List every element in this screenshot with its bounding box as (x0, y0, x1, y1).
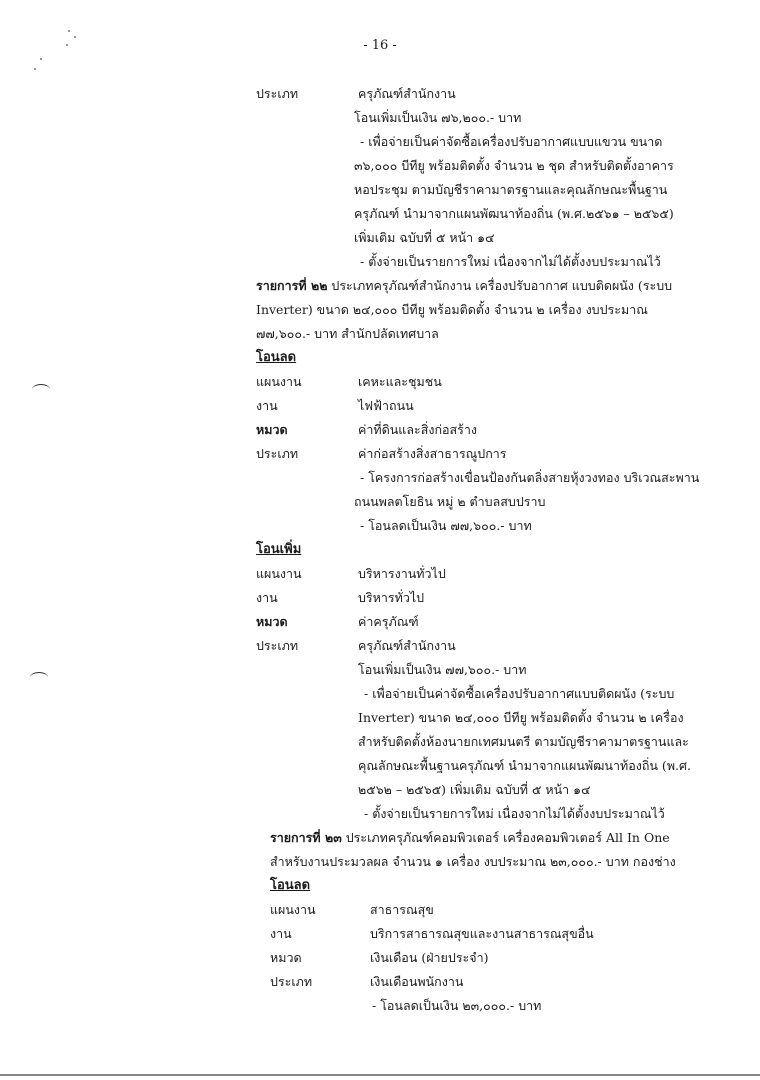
item22-line-1-text: ประเภทครุภัณฑ์สำนักงาน เครื่องปรับอากาศ แบบติดผนัง (ระบบ (327, 278, 673, 293)
row-label: ประเภท (256, 446, 299, 461)
scan-speck (34, 68, 36, 70)
row-label: หมวด (270, 950, 302, 965)
transfer-out-2-desc-1: - โอนลดเป็นเงิน ๒๓,๐๐๐.- บาท (372, 998, 542, 1013)
transfer-out-row (0, 442, 760, 466)
row-value: ค่าที่ดินและสิ่งก่อสร้าง (358, 422, 477, 437)
scan-bottom-edge (0, 1074, 760, 1076)
item22-line-2: Inverter) ขนาด ๒๔,๐๐๐ บีทียู พร้อมติดตั้ง จำนวน ๒ เครื่อง งบประมาณ (256, 302, 648, 317)
row-label: หมวด (256, 614, 288, 629)
row-value: เคหะและชุมชน (358, 374, 442, 389)
row-label: ประเภท (270, 974, 313, 989)
transfer-in-desc-6: - ตั้งจ่ายเป็นรายการใหม่ เนื่องจากไม่ได้ตั้งงบประมาณไว้ (364, 806, 665, 821)
row-value: เงินเดือนพนักงาน (370, 974, 464, 989)
row-value: ครุภัณฑ์สำนักงาน (358, 638, 456, 653)
row-value: เงินเดือน (ฝ่ายประจำ) (370, 950, 489, 965)
top-desc-4: ครุภัณฑ์ นำมาจากแผนพัฒนาท้องถิ่น (พ.ศ.๒๕๖๑ – ๒๕๖๕) (354, 206, 674, 221)
row-value: ไฟฟ้าถนน (358, 398, 414, 413)
row-value: สาธารณสุข (370, 902, 434, 917)
transfer-in-desc-1: - เพื่อจ่ายเป็นค่าจัดซื้อเครื่องปรับอากาศแบบติดผนัง (ระบบ (364, 686, 675, 701)
row-value: บริหารงานทั่วไป (358, 566, 446, 581)
row-label: งาน (270, 926, 292, 941)
row-label: งาน (256, 590, 278, 605)
transfer-in-desc-5: ๒๕๖๒ – ๒๕๖๕) เพิ่มเติม ฉบับที่ ๕ หน้า ๑๔ (358, 782, 591, 797)
row-label: ประเภท (256, 638, 299, 653)
transfer-in-row (0, 610, 760, 634)
transfer-out-2-row (0, 970, 760, 994)
row-label: แผนงาน (256, 374, 302, 389)
transfer-out-2-row (0, 898, 760, 922)
scan-speck (40, 58, 42, 60)
top-prakhet-row (0, 82, 760, 106)
row-label: ประเภท (256, 86, 299, 101)
item23-line-2: สำหรับงานประมวลผล จำนวน ๑ เครื่อง งบประมาณ ๒๓,๐๐๐.- บาท กองช่าง (270, 854, 676, 869)
row-label: แผนงาน (270, 902, 316, 917)
transfer-in-amount: โอนเพิ่มเป็นเงิน ๗๗,๖๐๐.- บาท (358, 662, 527, 677)
top-desc-1: - เพื่อจ่ายเป็นค่าจัดซื้อเครื่องปรับอากาศแบบแขวน ขนาด (360, 134, 663, 149)
transfer-out-2-heading: โอนลด (270, 878, 311, 893)
item23-line-1-text: ประเภทครุภัณฑ์คอมพิวเตอร์ เครื่องคอมพิวเตอร์ All In One (341, 830, 670, 845)
transfer-in-row (0, 634, 760, 658)
row-value: ค่าครุภัณฑ์ (358, 614, 419, 629)
row-value: ครุภัณฑ์สำนักงาน (358, 86, 456, 101)
transfer-in-heading: โอนเพิ่ม (256, 542, 302, 557)
transfer-out-row (0, 394, 760, 418)
item23-lead: รายการที่ ๒๓ (270, 830, 342, 845)
transfer-out-row (0, 370, 760, 394)
row-value: บริการสาธารณสุขและงานสาธารณสุขอื่น (370, 926, 594, 941)
row-label: หมวด (256, 422, 288, 437)
scan-speck (68, 30, 70, 32)
top-desc-3: หอประชุม ตามบัญชีราคามาตรฐานและคุณลักษณะพื้นฐาน (354, 182, 668, 197)
page-number: - 16 - (363, 38, 397, 53)
transfer-out-2-row (0, 946, 760, 970)
row-value: ค่าก่อสร้างสิ่งสาธารณูปการ (358, 446, 507, 461)
row-label: แผนงาน (256, 566, 302, 581)
item23-line-1 (270, 826, 670, 850)
hole-punch-mark (30, 672, 48, 683)
item22-line-3: ๗๗,๖๐๐.- บาท สำนักปลัดเทศบาล (256, 326, 439, 341)
transfer-out-desc-2: ถนนพลตโยธิน หมู่ ๒ ตำบลสบปราบ (354, 494, 546, 509)
transfer-in-desc-4: คุณลักษณะพื้นฐานครุภัณฑ์ นำมาจากแผนพัฒนาท้องถิ่น (พ.ศ. (358, 758, 691, 773)
transfer-in-row (0, 586, 760, 610)
row-label: งาน (256, 398, 278, 413)
top-desc-2: ๓๖,๐๐๐ บีทียู พร้อมติดตั้ง จำนวน ๒ ชุด สำหรับติดตั้งอาคาร (354, 158, 674, 173)
transfer-out-2-row (0, 922, 760, 946)
item22-line-1 (256, 274, 672, 298)
item22-lead: รายการที่ ๒๒ (256, 278, 328, 293)
transfer-in-desc-2: Inverter) ขนาด ๒๔,๐๐๐ บีทียู พร้อมติดตั้ง จำนวน ๒ เครื่อง (358, 710, 684, 725)
top-amount: โอนเพิ่มเป็นเงิน ๗๖,๒๐๐.- บาท (354, 110, 522, 125)
row-value: บริหารทั่วไป (358, 590, 425, 605)
transfer-in-row (0, 562, 760, 586)
transfer-out-desc-1: - โครงการก่อสร้างเขื่อนป้องกันตลิ่งสายหุ้งวงทอง บริเวณสะพาน (360, 470, 700, 485)
transfer-out-row (0, 418, 760, 442)
top-desc-5: เพิ่มเติม ฉบับที่ ๕ หน้า ๑๔ (354, 230, 495, 245)
transfer-out-heading: โอนลด (256, 350, 297, 365)
top-desc-6: - ตั้งจ่ายเป็นรายการใหม่ เนื่องจากไม่ได้ตั้งงบประมาณไว้ (360, 254, 661, 269)
transfer-in-desc-3: สำหรับติดตั้งห้องนายกเทศมนตรี ตามบัญชีราคามาตรฐานและ (358, 734, 689, 749)
transfer-out-desc-3: - โอนลดเป็นเงิน ๗๗,๖๐๐.- บาท (360, 518, 532, 533)
